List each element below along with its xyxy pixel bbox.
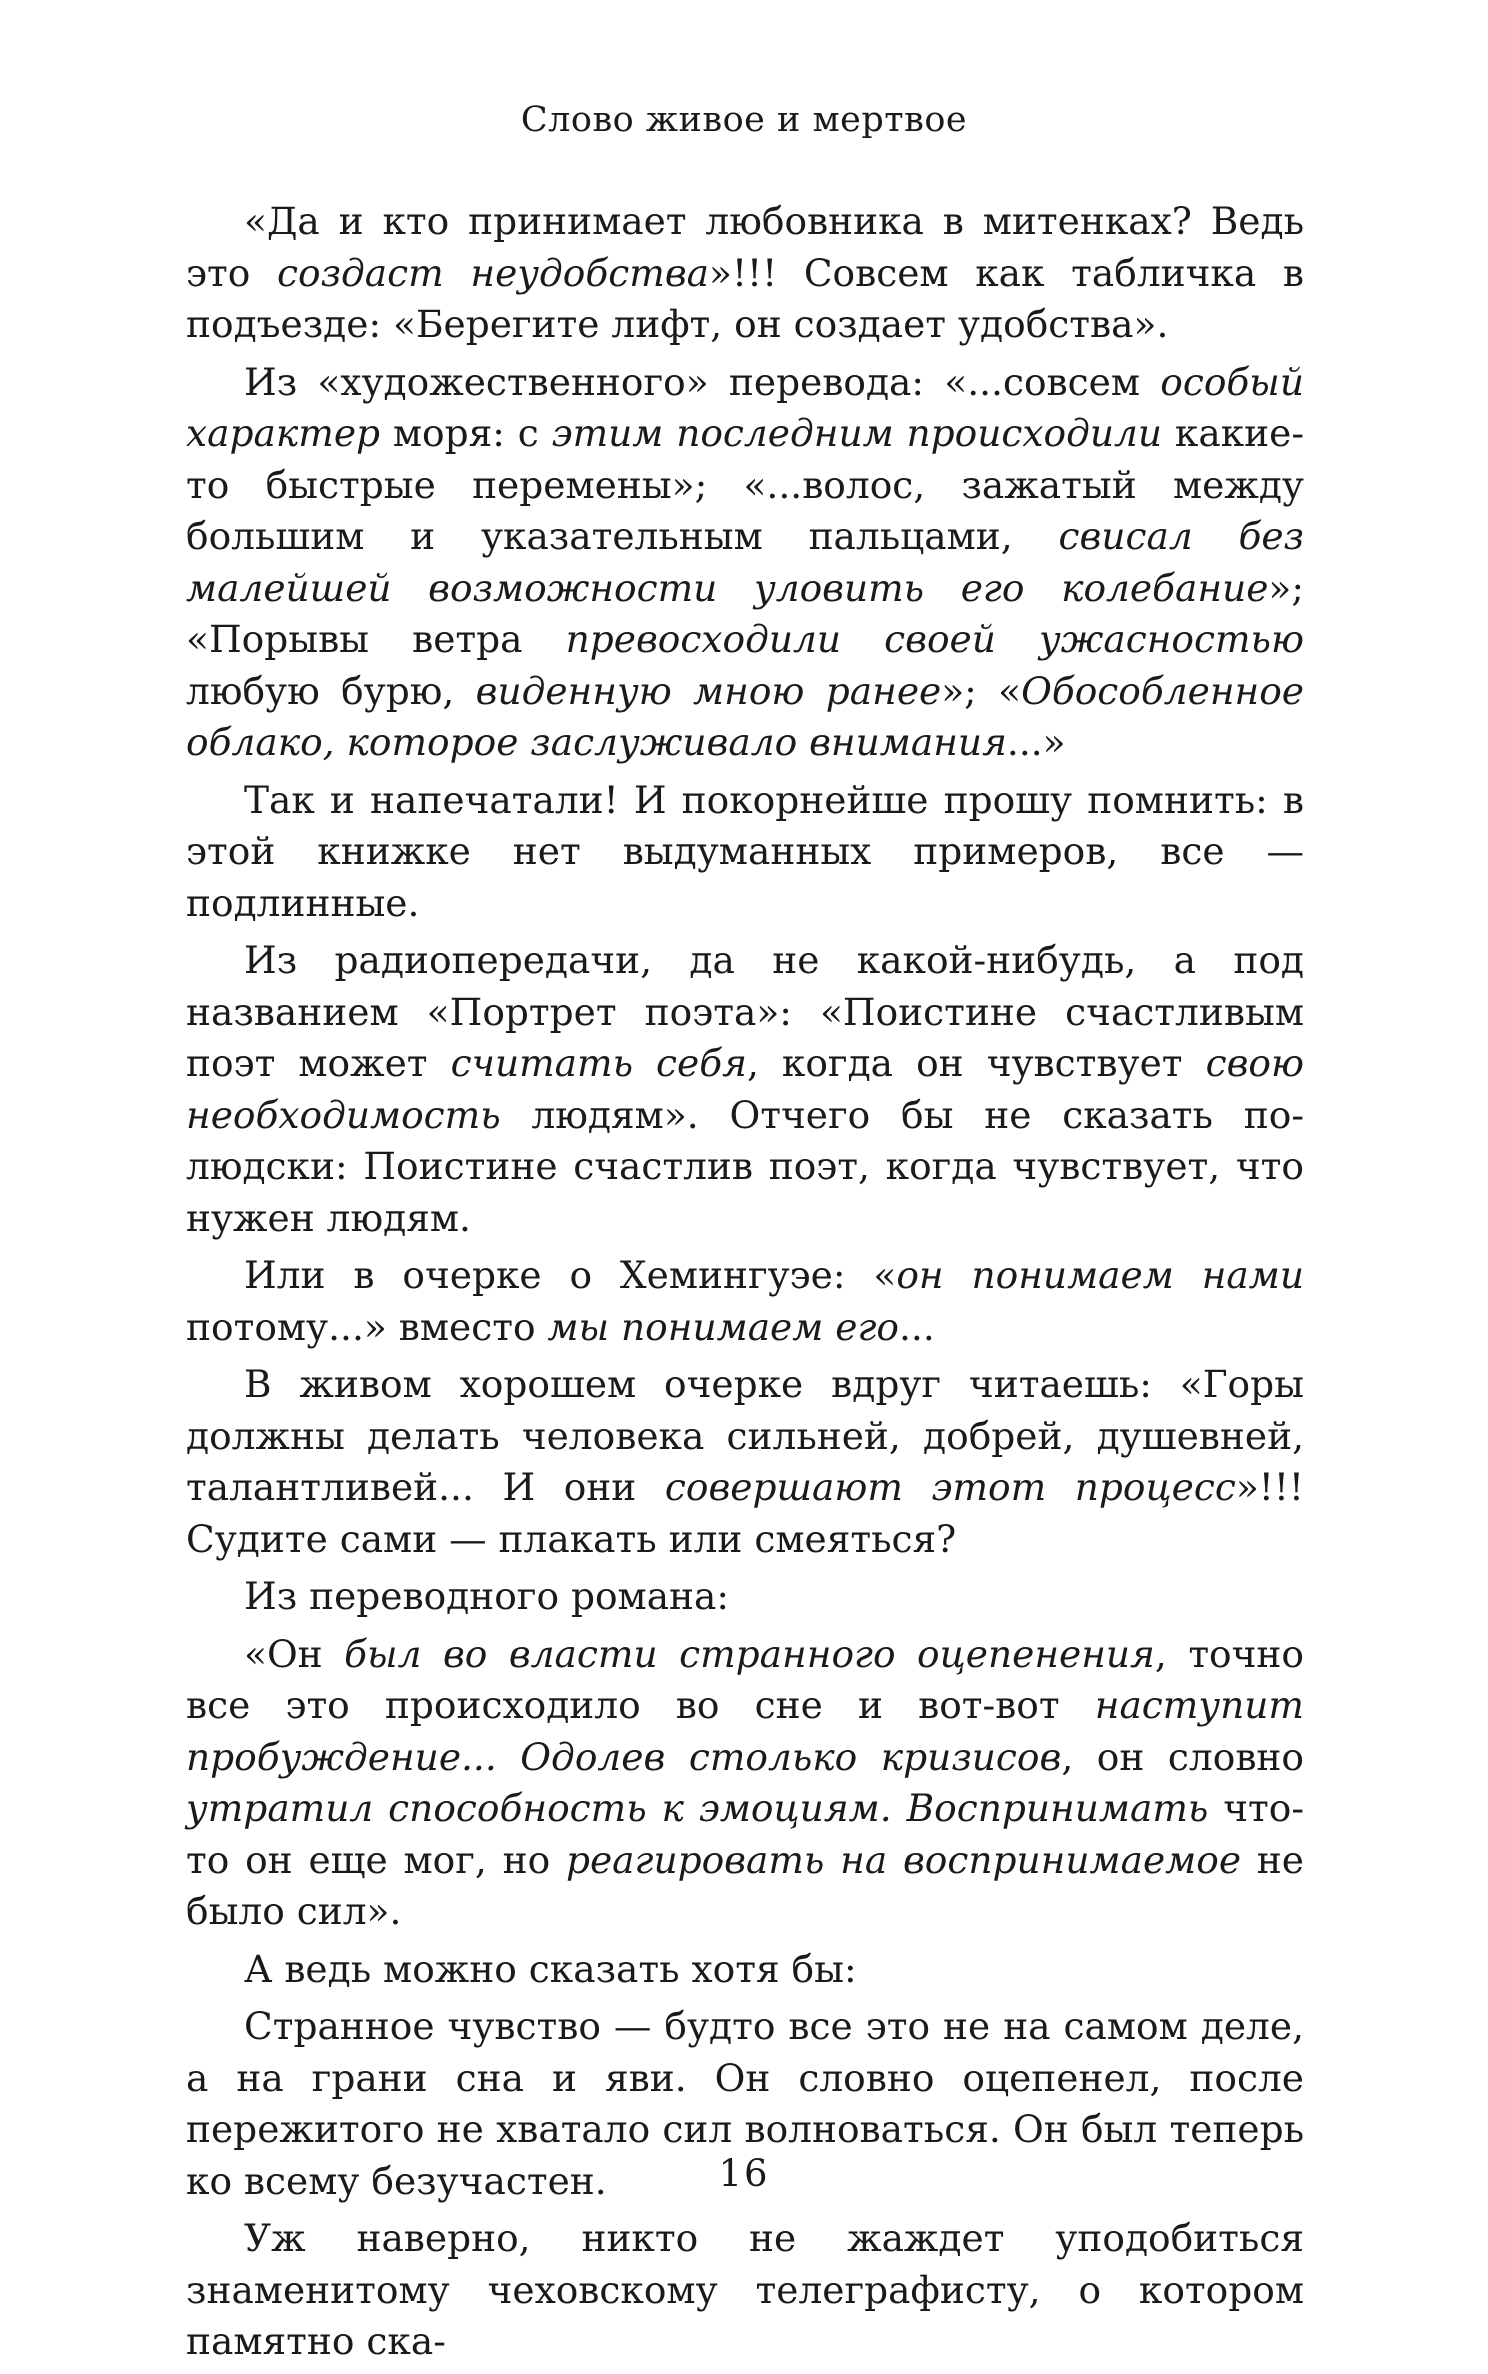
paragraph-3: Так и напечатали! И покорнейше прошу помнить: в этой книжке нет выдуманных примеров, все — подлинные. bbox=[186, 777, 1304, 925]
paragraph-10: Странное чувство — будто все это не на самом деле, а на грани сна и яви. Он словно оцепенел, после пережитого не хватало сил волноваться. Он был теперь ко всему безучастен. bbox=[186, 2004, 1304, 2203]
paragraph-1: «Да и кто принимает любовника в митенках? Ведь это создаст неудобства»!!! Совсем как табличка в подъезде: «Берегите лифт, он создает удобства». bbox=[186, 199, 1304, 346]
paragraph-7: Из переводного романа: bbox=[244, 1574, 730, 1618]
running-head-title: Слово живое и мертвое bbox=[520, 100, 968, 140]
paragraph-2: Из «художественного» перевода: «...совсем особый характер моря: с этим последним происходили какие-то быстрые перемены»; «...волос, зажатый между большим и указательным пальцами, свисал без малейшей возможности уловить его колебание»; «Порывы ветра превосходили своей ужасностью любую бурю, виденную мною ранее»; «Обособленное облако, которое заслуживало внимания...» bbox=[186, 359, 1305, 764]
paragraph-8-quote: «Он был во власти странного оцепенения, точно все это происходило во сне и вот-вот наступит пробуждение... Одолев столько кризисов, он словно утратил способность к эмоциям. Воспринимать что-то он еще мог, но реагировать на воспринимаемое не было сил». bbox=[186, 1631, 1305, 1933]
paragraph-6: В живом хорошем очерке вдруг читаешь: «Горы должны делать человека сильней, добрей, душевней, талантливей... И они совершают этот процесс»!!! Судите сами — плакать или смеяться? bbox=[186, 1362, 1304, 1561]
paragraph-11: Уж наверно, никто не жаждет уподобиться знаменитому чеховскому телеграфисту, о котором памятно ска- bbox=[186, 2216, 1304, 2363]
paragraph-5: Или в очерке о Хемингуэе: «он понимаем нами потому...» вместо мы понимаем его... bbox=[186, 1253, 1304, 1349]
page-number: 16 bbox=[718, 2152, 770, 2195]
body-text bbox=[186, 196, 1304, 2374]
paragraph-4: Из радиопередачи, да не какой-нибудь, а под названием «Портрет поэта»: «Поистине счастливым поэт может считать себя, когда он чувствует свою необходимость людям». Отчего бы не сказать по-людски: Поистине счастлив поэт, когда чувствует, что нужен людям. bbox=[186, 938, 1304, 1240]
paragraph-9: А ведь можно сказать хотя бы: bbox=[244, 1946, 857, 1991]
